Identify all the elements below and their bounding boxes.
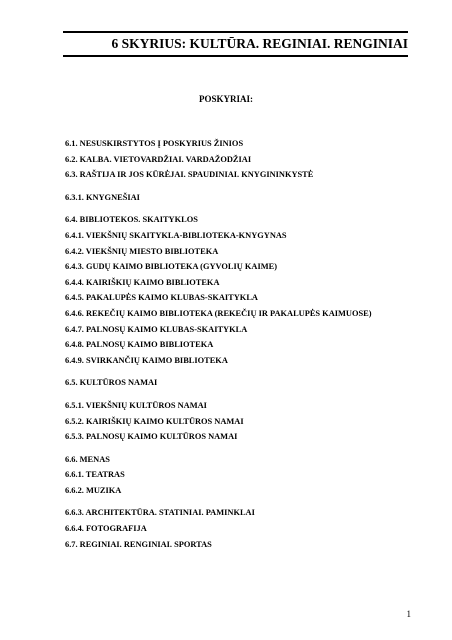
toc-item: 6.4. BIBLIOTEKOS. SKAITYKLOS: [65, 215, 198, 225]
table-of-contents: [65, 136, 425, 552]
toc-item: 6.5. KULTŪROS NAMAI: [65, 378, 158, 388]
toc-item: 6.5.1. VIEKŠNIŲ KULTŪROS NAMAI: [65, 400, 207, 410]
toc-item: 6.4.5. PAKALUPĖS KAIMO KLUBAS-SKAITYKLA: [65, 293, 258, 303]
page-number: 1: [406, 609, 411, 619]
toc-item: 6.3. RAŠTIJA IR JOS KŪRĖJAI. SPAUDINIAI. KNYGININKYSTĖ: [65, 170, 314, 180]
toc-item: 6.5.3. PALNOSŲ KAIMO KULTŪROS NAMAI: [65, 432, 238, 442]
toc-item: 6.4.1. VIEKŠNIŲ SKAITYKLA-BIBLIOTEKA-KNYGYNAS: [65, 230, 287, 240]
toc-item: 6.4.2. VIEKŠNIŲ MIESTO BIBLIOTEKA: [65, 246, 219, 256]
toc-item: 6.4.7. PALNOSŲ KAIMO KLUBAS-SKAITYKLA: [65, 324, 248, 334]
toc-item: 6.4.4. KAIRIŠKIŲ KAIMO BIBLIOTEKA: [65, 277, 220, 287]
toc-item: 6.5.2. KAIRIŠKIŲ KAIMO KULTŪROS NAMAI: [65, 416, 244, 426]
toc-item: 6.6.4. FOTOGRAFIJA: [65, 524, 147, 534]
toc-item: 6.6.2. MUZIKA: [65, 485, 122, 495]
toc-item: 6.4.3. GUDŲ KAIMO BIBLIOTEKA (GYVOLIŲ KAIME): [65, 262, 278, 272]
header-rule-top: [63, 31, 408, 33]
toc-item: 6.3.1. KNYGNEŠIAI: [65, 192, 140, 202]
toc-item: 6.7. REGINIAI. RENGINIAI. SPORTAS: [65, 539, 212, 549]
header-rule-bottom: [63, 55, 408, 57]
toc-item: 6.6. MENAS: [65, 454, 110, 464]
toc-item: 6.6.3. ARCHITEKTŪRA. STATINIAI. PAMINKLAI: [65, 508, 255, 518]
toc-item: 6.2. KALBA. VIETOVARDŽIAI. VARDAŽODŽIAI: [65, 154, 252, 164]
toc-item: 6.1. NESUSKIRSTYTOS Į POSKYRIUS ŽINIOS: [65, 139, 244, 148]
toc-item: 6.4.9. SVIRKANČIŲ KAIMO BIBLIOTEKA: [65, 355, 228, 365]
toc-item: 6.6.1. TEATRAS: [65, 470, 125, 480]
toc-item: 6.4.8. PALNOSŲ KAIMO BIBLIOTEKA: [65, 340, 214, 350]
toc-item: 6.4.6. REKEČIŲ KAIMO BIBLIOTEKA (REKEČIŲ IR PAKALUPĖS KAIMUOSE): [65, 308, 372, 318]
section-subtitle: POSKYRIAI:: [198, 94, 253, 104]
chapter-title: 6 SKYRIUS: KULTŪRA. REGINIAI. RENGINIAI: [111, 36, 408, 51]
